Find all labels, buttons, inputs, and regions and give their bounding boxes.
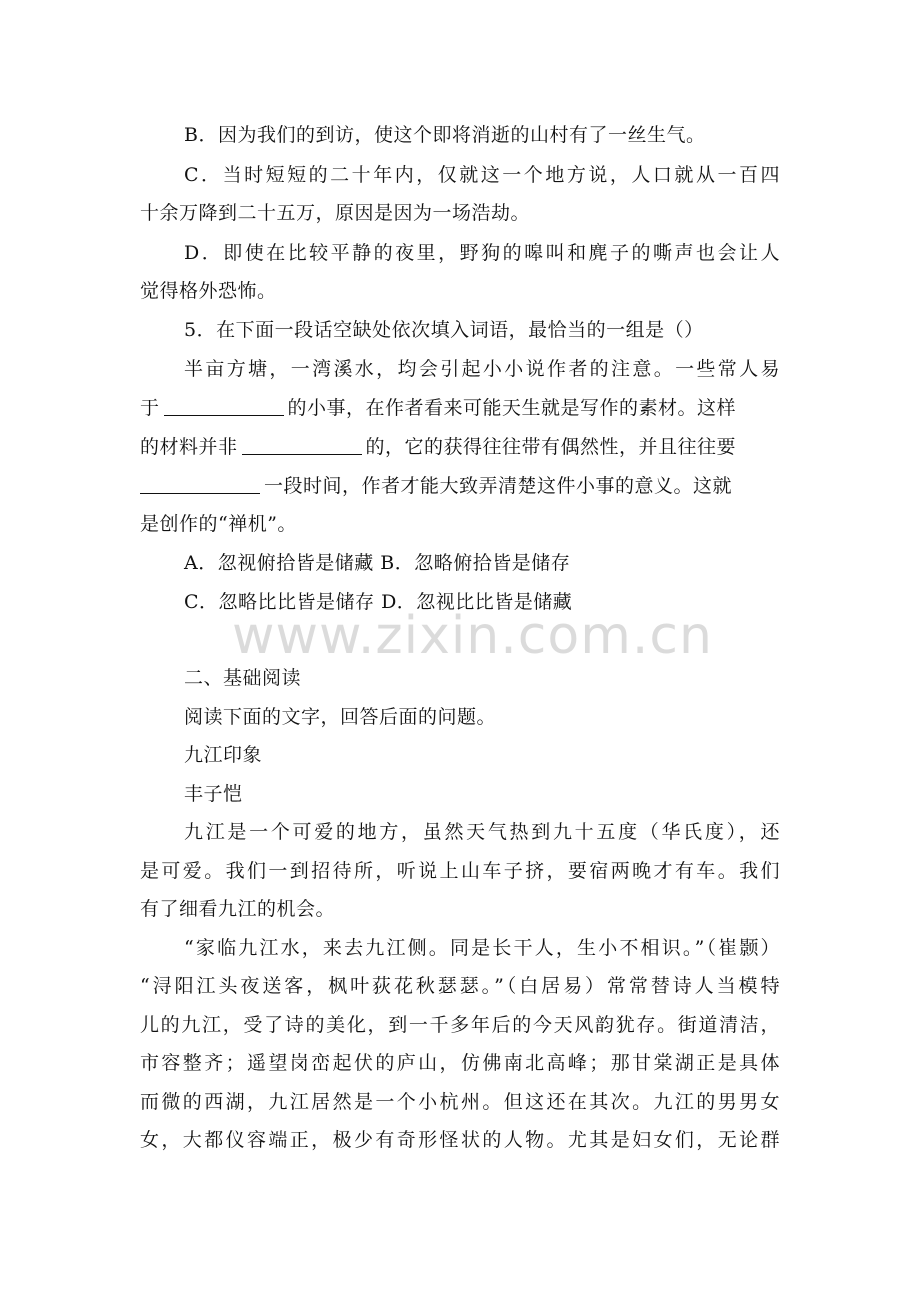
option-d-text-line-2: 觉得格外恐怖。: [140, 280, 277, 302]
question-5-options-line-1: A．忽视俯拾皆是储藏 B．忽略俯拾皆是储存: [184, 552, 571, 574]
passage-text: 的小事，在作者看来可能天生就是写作的素材。这样: [287, 397, 737, 419]
passage-text: 一段时间，作者才能大致弄清楚这件小事的意义。这就: [264, 475, 733, 497]
question-5-passage-line-1: 半亩方塘，一湾溪水，均会引起小小说作者的注意。一些常人易: [184, 358, 780, 380]
paragraph-2-line-2: “浔阳江头夜送客，枫叶荻花秋瑟瑟。”（白居易）常常替诗人当模特: [140, 975, 780, 997]
fill-blank-3: [140, 475, 260, 494]
article-author: 丰子恺: [184, 783, 243, 805]
paragraph-1-line-1: 九江是一个可爱的地方，虽然天气热到九十五度（华氏度），还: [184, 821, 780, 843]
paragraph-1-line-3: 有了细看九江的机会。: [140, 898, 336, 920]
paragraph-2-line-5: 而微的西湖，九江居然是一个小杭州。但这还在其次。九江的男男女: [140, 1091, 780, 1113]
site-watermark: www.zixin.com.cn: [232, 606, 713, 666]
paragraph-2-line-6: 女，大都仪容端正，极少有奇形怪状的人物。尤其是妇女们，无论群: [140, 1129, 780, 1151]
option-c-text-line-1: C．当时短短的二十年内，仅就这一个地方说，人口就从一百四: [184, 164, 780, 186]
passage-text: 的，它的获得往往带有偶然性，并且往往要: [365, 436, 737, 458]
paragraph-2-line-1: “家临九江水，来去九江侧。同是长干人，生小不相识。”（崔颢）: [184, 937, 780, 959]
fill-blank-2: [242, 436, 362, 455]
question-5-passage-line-4: [140, 474, 780, 498]
question-5-passage-line-3: [140, 435, 780, 459]
reading-instruction: 阅读下面的文字，回答后面的问题。: [184, 706, 497, 728]
option-b-text: B．因为我们的到访，使这个即将消逝的山村有了一丝生气。: [184, 124, 706, 146]
passage-text: 的材料并非: [140, 436, 238, 458]
question-5-options-line-2: C．忽略比比皆是储存 D．忽视比比皆是储藏: [184, 591, 573, 613]
passage-text: 于: [140, 397, 160, 419]
question-5-passage-line-5: 是创作的“禅机”。: [140, 513, 297, 535]
option-d-text-line-1: D．即使在比较平静的夜里，野狗的嗥叫和麂子的嘶声也会让人: [184, 242, 780, 264]
section-heading: 二、基础阅读: [184, 667, 302, 689]
question-5-stem: 5．在下面一段话空缺处依次填入词语，最恰当的一组是（）: [184, 319, 704, 341]
fill-blank-1: [164, 397, 284, 416]
paragraph-2-line-3: 儿的九江，受了诗的美化，到一千多年后的今天风韵犹存。街道清洁，: [140, 1014, 780, 1036]
paragraph-2-line-4: 市容整齐；遥望岗峦起伏的庐山，仿佛南北高峰；那甘棠湖正是具体: [140, 1052, 780, 1074]
question-5-passage-line-2: [140, 396, 780, 420]
option-c-text-line-2: 十余万降到二十五万，原因是因为一场浩劫。: [140, 202, 531, 224]
paragraph-1-line-2: 是可爱。我们一到招待所，听说上山车子挤，要宿两晚才有车。我们: [140, 860, 780, 882]
article-title: 九江印象: [184, 744, 263, 766]
